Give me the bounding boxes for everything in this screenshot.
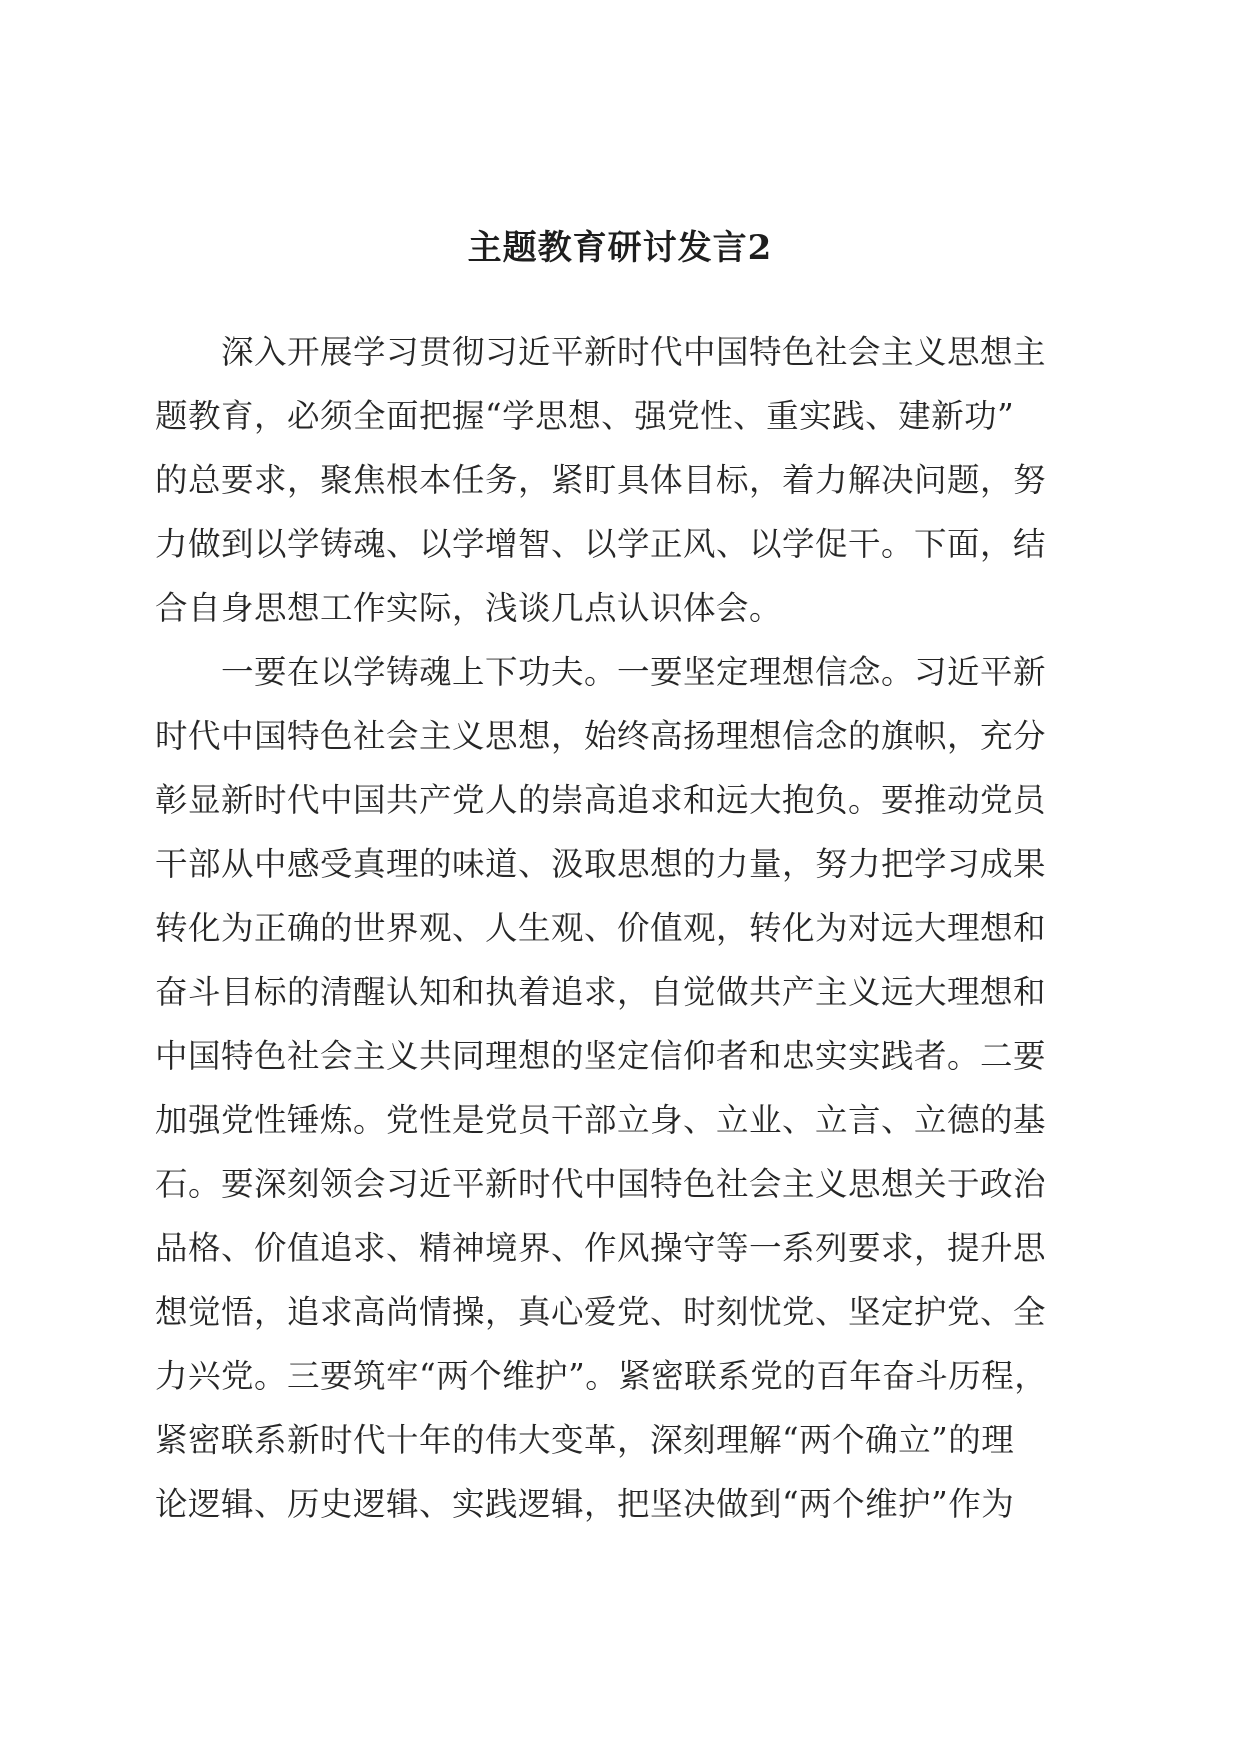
body-line: 紧密联系新时代十年的伟大变革，深刻理解“两个确立”的理 [155, 1421, 1015, 1459]
body-line: 力兴党。三要筑牢“两个维护”。紧密联系党的百年奋斗历程， [155, 1357, 1048, 1395]
document-title: 主题教育研讨发言2 [467, 228, 773, 268]
body-line: 石。要深刻领会习近平新时代中国特色社会主义思想关于政治 [155, 1165, 1047, 1203]
body-line: 深入开展学习贯彻习近平新时代中国特色社会主义思想主 [155, 333, 1047, 371]
body-line: 的总要求，聚焦根本任务，紧盯具体目标，着力解决问题，努 [155, 461, 1047, 499]
body-line: 时代中国特色社会主义思想，始终高扬理想信念的旗帜，充分 [155, 717, 1047, 755]
body-line: 想觉悟，追求高尚情操，真心爱党、时刻忧党、坚定护党、全 [155, 1293, 1047, 1331]
body-line: 奋斗目标的清醒认知和执着追求，自觉做共产主义远大理想和 [155, 973, 1047, 1011]
body-line: 中国特色社会主义共同理想的坚定信仰者和忠实实践者。二要 [155, 1037, 1047, 1075]
body-line: 力做到以学铸魂、以学增智、以学正风、以学促干。下面，结 [155, 525, 1047, 563]
body-line: 论逻辑、历史逻辑、实践逻辑，把坚决做到“两个维护”作为 [155, 1485, 1015, 1523]
body-line: 品格、价值追求、精神境界、作风操守等一系列要求，提升思 [155, 1229, 1047, 1267]
body-line: 加强党性锤炼。党性是党员干部立身、立业、立言、立德的基 [155, 1101, 1047, 1139]
body-line: 彰显新时代中国共产党人的崇高追求和远大抱负。要推动党员 [155, 781, 1047, 819]
document-body [155, 320, 1085, 1536]
body-line: 合自身思想工作实际，浅谈几点认识体会。 [155, 589, 783, 627]
body-line: 转化为正确的世界观、人生观、价值观，转化为对远大理想和 [155, 909, 1047, 947]
body-line: 一要在以学铸魂上下功夫。一要坚定理想信念。习近平新 [155, 653, 1047, 691]
body-line: 题教育，必须全面把握“学思想、强党性、重实践、建新功” [155, 397, 1015, 435]
body-line: 干部从中感受真理的味道、汲取思想的力量，努力把学习成果 [155, 845, 1047, 883]
